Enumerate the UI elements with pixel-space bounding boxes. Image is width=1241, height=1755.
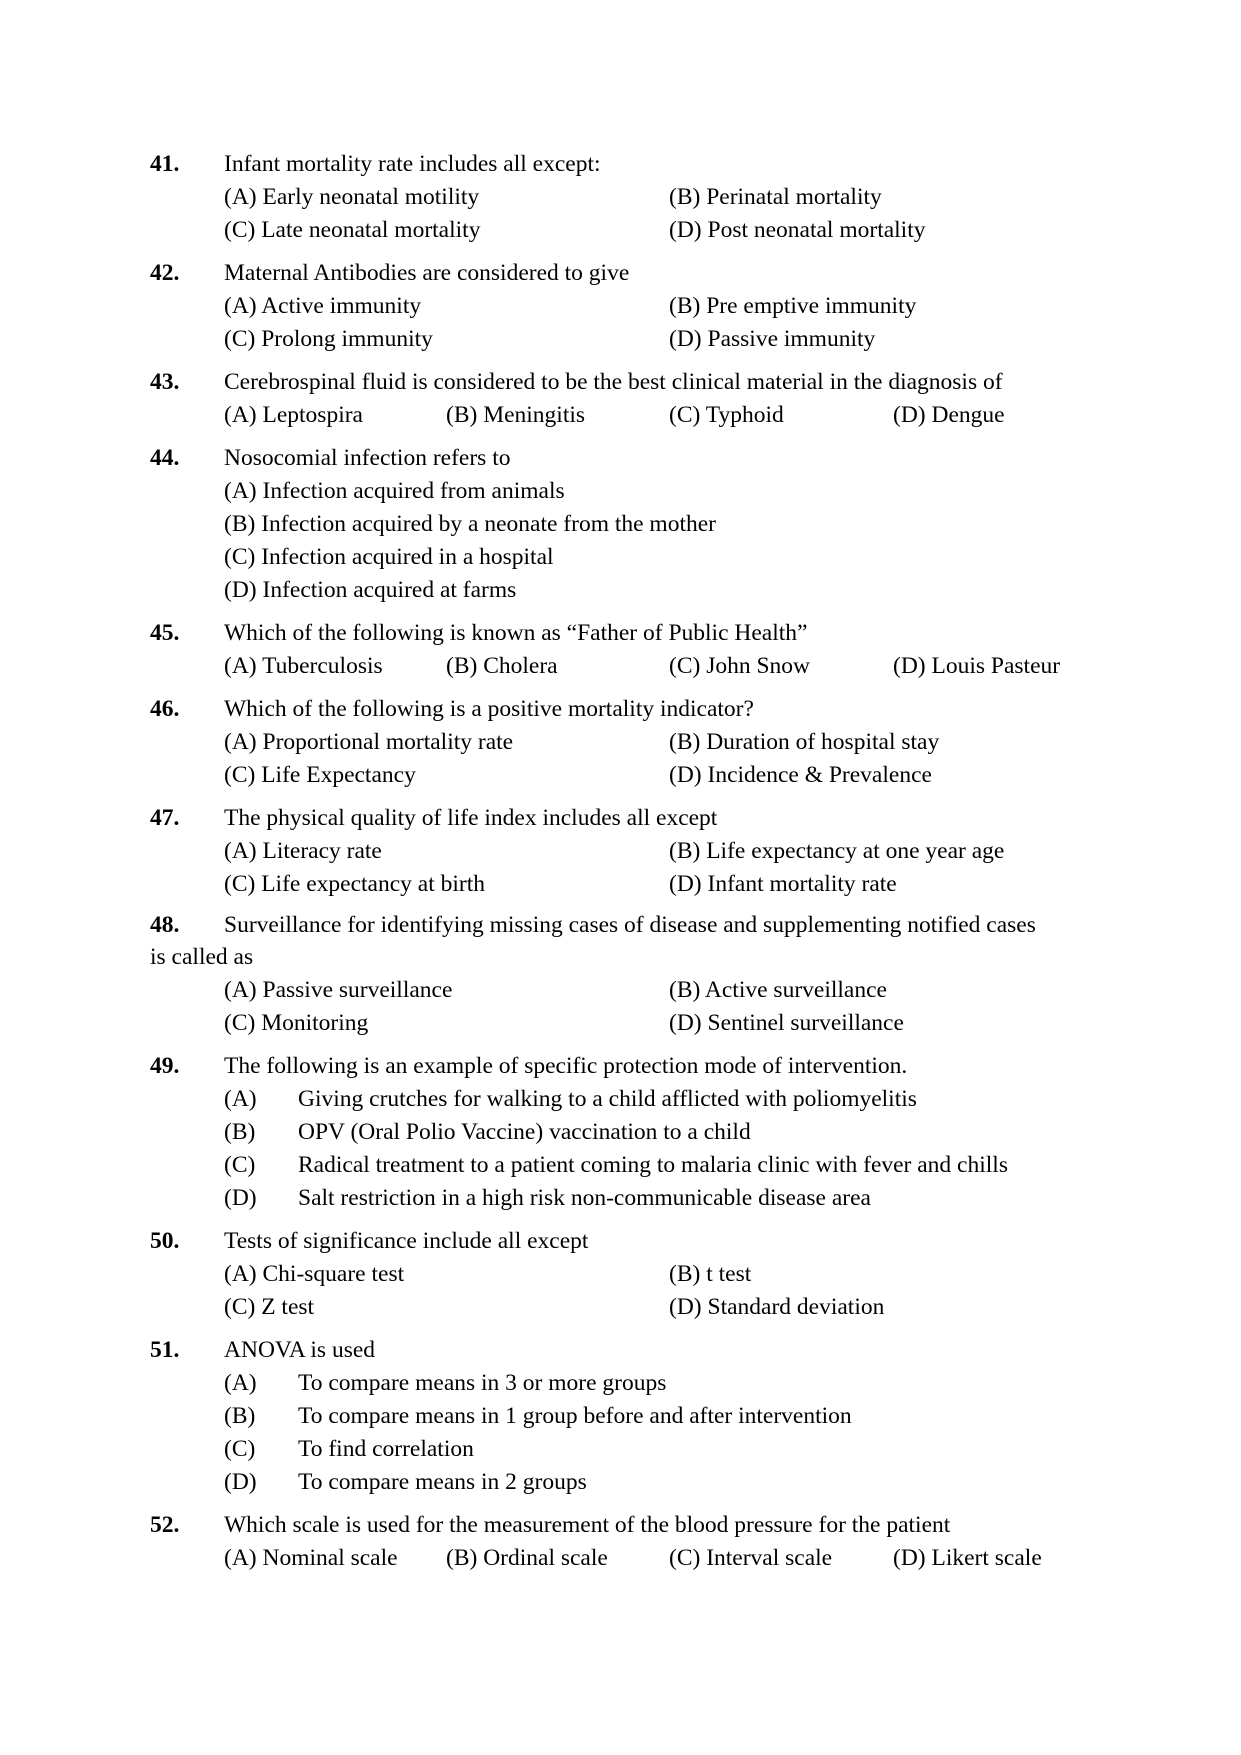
option-a-label: (A) [224,1370,257,1396]
option-a: (A) Chi-square test [224,1261,405,1287]
option-d: (D) Dengue [893,402,1005,428]
option-c: (C) Monitoring [224,1010,369,1036]
option-c: Radical treatment to a patient coming to malaria clinic with fever and chills [298,1152,1008,1178]
option-d: (D) Infection acquired at farms [224,577,517,603]
option-a: (A) Active immunity [224,293,422,319]
option-b: To compare means in 1 group before and after intervention [298,1403,852,1429]
question-text: Tests of significance include all except [224,1228,589,1254]
option-a: To compare means in 3 or more groups [298,1370,667,1396]
option-c: (C) Infection acquired in a hospital [224,544,554,570]
question-text: Which scale is used for the measurement of the blood pressure for the patient [224,1512,951,1538]
question-text: The following is an example of specific protection mode of intervention. [224,1053,908,1079]
option-d: (D) Passive immunity [669,326,876,352]
question-text: ANOVA is used [224,1337,376,1363]
option-c: (C) John Snow [669,653,811,679]
question-number: 41. [150,151,180,177]
question-number: 49. [150,1053,180,1079]
question-number: 50. [150,1228,180,1254]
option-a-label: (A) [224,1086,257,1112]
option-b-label: (B) [224,1403,256,1429]
option-b: (B) Life expectancy at one year age [669,838,1005,864]
option-b: (B) Active surveillance [669,977,887,1003]
option-a: (A) Infection acquired from animals [224,478,565,504]
question-number: 48. [150,912,180,938]
option-d: (D) Incidence & Prevalence [669,762,932,788]
question-text: Surveillance for identifying missing cases of disease and supplementing notified cases [224,912,1036,938]
option-b: (B) Duration of hospital stay [669,729,940,755]
option-d: (D) Infant mortality rate [669,871,897,897]
option-a: (A) Nominal scale [224,1545,398,1571]
question-text: Which of the following is a positive mortality indicator? [224,696,754,722]
question-text: Maternal Antibodies are considered to give [224,260,630,286]
option-b: (B) Cholera [446,653,558,679]
question-number: 44. [150,445,180,471]
option-b: (B) Infection acquired by a neonate from the mother [224,511,716,537]
option-c: (C) Prolong immunity [224,326,433,352]
question-number: 52. [150,1512,180,1538]
question-text: Nosocomial infection refers to [224,445,511,471]
option-c: (C) Late neonatal mortality [224,217,481,243]
option-d-label: (D) [224,1469,257,1495]
option-d: (D) Standard deviation [669,1294,885,1320]
option-c: (C) Typhoid [669,402,784,428]
question-number: 43. [150,369,180,395]
question-number: 46. [150,696,180,722]
option-d-label: (D) [224,1185,257,1211]
option-a: (A) Passive surveillance [224,977,453,1003]
question-number: 51. [150,1337,180,1363]
option-b: (B) Pre emptive immunity [669,293,917,319]
option-c: (C) Life expectancy at birth [224,871,485,897]
option-c-label: (C) [224,1436,256,1462]
option-b: OPV (Oral Polio Vaccine) vaccination to a child [298,1119,751,1145]
option-c: (C) Life Expectancy [224,762,416,788]
question-text: Which of the following is known as “Father of Public Health” [224,620,808,646]
option-b: (B) Ordinal scale [446,1545,608,1571]
question-text: Infant mortality rate includes all except: [224,151,601,177]
option-d: To compare means in 2 groups [298,1469,587,1495]
option-d: Salt restriction in a high risk non-communicable disease area [298,1185,871,1211]
option-b: (B) Meningitis [446,402,586,428]
option-c: (C) Interval scale [669,1545,833,1571]
option-a: (A) Literacy rate [224,838,382,864]
option-b-label: (B) [224,1119,256,1145]
option-d: (D) Likert scale [893,1545,1042,1571]
question-number: 45. [150,620,180,646]
option-d: (D) Post neonatal mortality [669,217,926,243]
question-text-continued: is called as [150,944,254,970]
option-d: (D) Louis Pasteur [893,653,1061,679]
option-c-label: (C) [224,1152,256,1178]
option-b: (B) Perinatal mortality [669,184,882,210]
question-text: Cerebrospinal fluid is considered to be the best clinical material in the diagnosis of [224,369,1003,395]
option-a: (A) Tuberculosis [224,653,383,679]
option-a: (A) Early neonatal motility [224,184,480,210]
option-a: (A) Proportional mortality rate [224,729,514,755]
option-a: Giving crutches for walking to a child afflicted with poliomyelitis [298,1086,917,1112]
question-text: The physical quality of life index includes all except [224,805,718,831]
option-c: To find correlation [298,1436,474,1462]
option-c: (C) Z test [224,1294,315,1320]
question-number: 42. [150,260,180,286]
option-d: (D) Sentinel surveillance [669,1010,904,1036]
option-a: (A) Leptospira [224,402,363,428]
question-number: 47. [150,805,180,831]
option-b: (B) t test [669,1261,752,1287]
